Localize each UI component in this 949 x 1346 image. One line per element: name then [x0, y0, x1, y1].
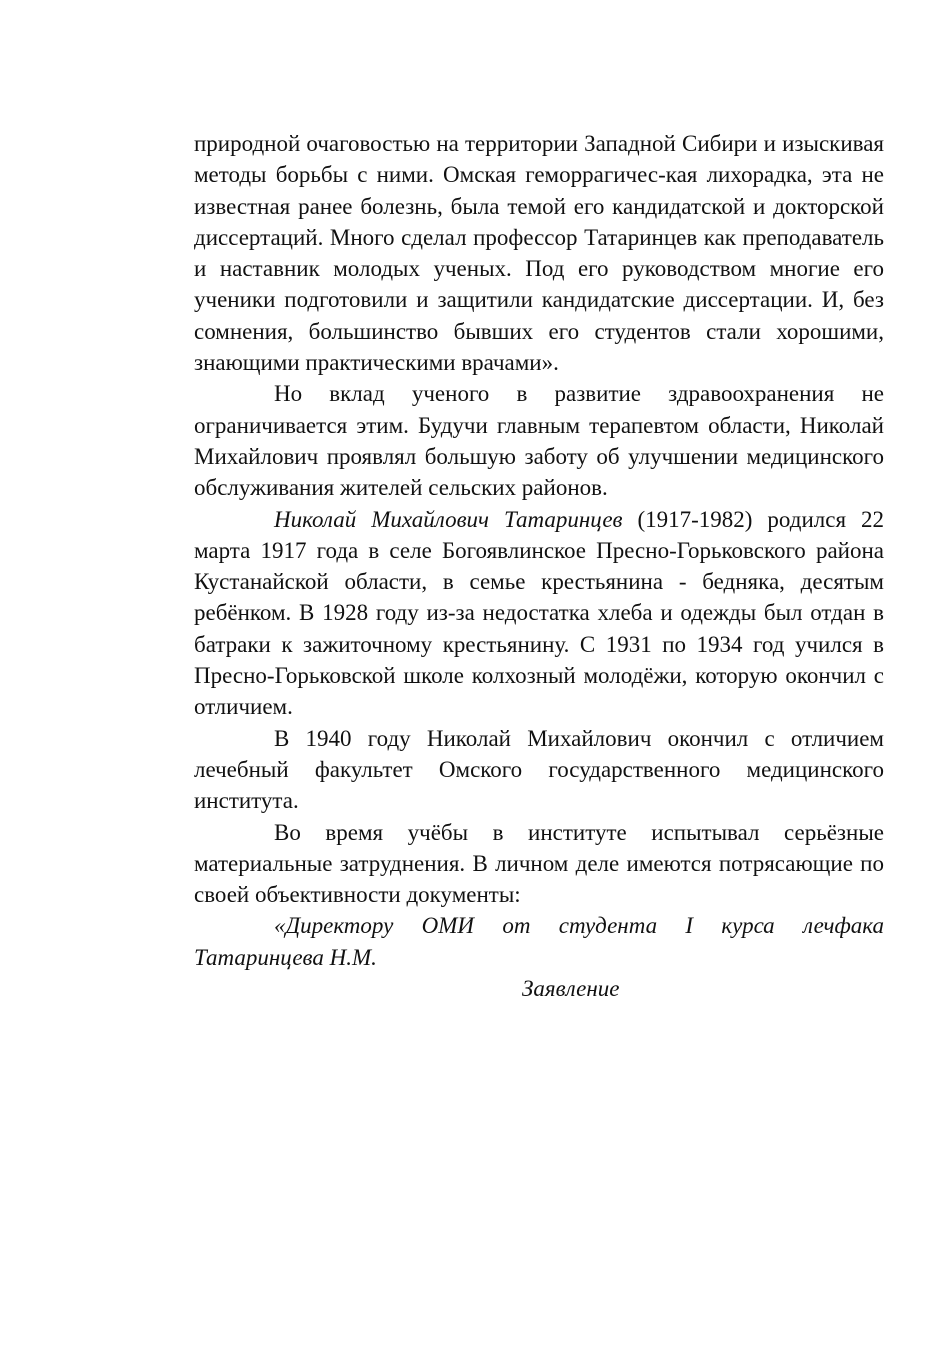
biography-text: (1917-1982) родился 22 марта 1917 года в селе Богоявлинское Пресно-Горьковского района Кустанайской области, в семье крестьянина - бедняка, десятым ребёнком. В 1928 году из-за недостатка хлеба и одежды был отдан в батраки к зажиточному крестьянину. С 1931 по 1934 год учился в Пресно-Горьковской школе колхозный молодёжи, которую окончил с отличием. — [194, 506, 884, 720]
statement-heading: Заявление — [522, 976, 620, 1002]
paragraph-graduation: В 1940 году Николай Михайлович окончил с отличием лечебный факультет Омского государственного медицинского института. — [194, 725, 884, 814]
paragraph-hardship: Во время учёбы в институте испытывал серьёзные материальные затруднения. В личном деле имеются потрясающие по своей объективности документы: — [194, 819, 884, 908]
paragraph-address-line: «Директору ОМИ от студента I курса лечфака Татаринцева Н.М. — [194, 913, 884, 970]
paragraph-continuation: природной очаговостью на территории Западной Сибири и изыскивая методы борьбы с ними. Омская геморрагичес-кая лихорадка, эта не известная ранее болезнь, была темой его кандидатской и докторской диссертаций. Много сделал профессор Татаринцев как преподаватель и наставник молодых ученых. Под его руководством многие его ученики подготовили и защитили кандидатские диссертации. И, без сомнения, большинство бывших его студентов стали хорошими, знающими практическими врачами». — [194, 131, 884, 376]
document-body — [194, 128, 884, 1004]
biography-name: Николай Михайлович Татаринцев — [274, 506, 623, 532]
paragraph-biography — [194, 504, 884, 723]
paragraph-contribution: Но вклад ученого в развитие здравоохранения не ограничивается этим. Будучи главным терапевтом области, Николай Михайлович проявлял большую заботу об улучшении медицинского обслуживания жителей сельских районов. — [194, 381, 884, 501]
